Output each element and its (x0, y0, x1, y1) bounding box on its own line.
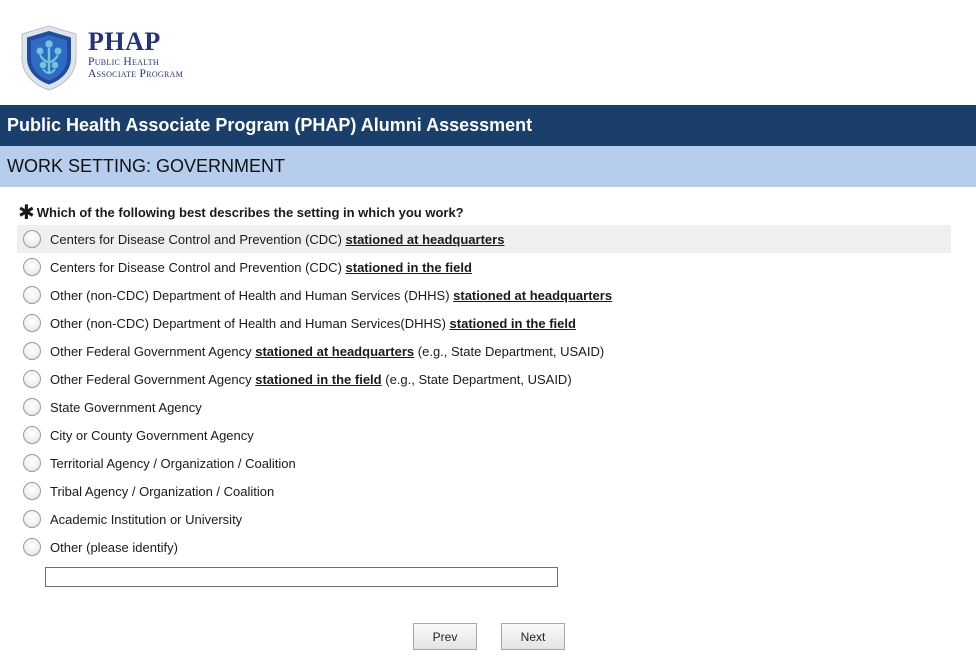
required-asterisk-icon: ✱ (18, 202, 35, 224)
phap-shield-icon (18, 24, 80, 92)
option-label[interactable]: Academic Institution or University (50, 511, 243, 527)
radio-button[interactable] (23, 230, 41, 248)
other-specify-input[interactable] (45, 567, 558, 587)
question-prompt (18, 202, 464, 224)
option-state-government[interactable] (17, 393, 951, 421)
option-label[interactable]: Other Federal Government Agency stationed in the field (e.g., State Department, USAID) (50, 371, 572, 387)
option-label[interactable]: Centers for Disease Control and Prevention (CDC) stationed in the field (50, 259, 472, 275)
option-city-county-government[interactable] (17, 421, 951, 449)
radio-button[interactable] (23, 426, 41, 444)
logo-title: PHAP (88, 27, 161, 56)
section-header (0, 146, 976, 187)
option-federal-headquarters[interactable] (17, 337, 951, 365)
option-federal-field[interactable] (17, 365, 951, 393)
radio-button[interactable] (23, 314, 41, 332)
option-label[interactable]: Territorial Agency / Organization / Coalition (50, 455, 296, 471)
option-label[interactable]: Other Federal Government Agency stationed at headquarters (e.g., State Department, USAID) (50, 343, 605, 359)
survey-title-bar (0, 105, 976, 146)
logo-subtitle-line2: Associate Program (88, 68, 184, 80)
option-label[interactable]: City or County Government Agency (50, 427, 254, 443)
option-label[interactable]: Centers for Disease Control and Prevention (CDC) stationed at headquarters (50, 231, 505, 247)
radio-options-list (17, 225, 951, 561)
option-label[interactable]: Tribal Agency / Organization / Coalition (50, 483, 275, 499)
radio-button[interactable] (23, 538, 41, 556)
survey-title: Public Health Associate Program (PHAP) Alumni Assessment (7, 115, 533, 135)
logo-text (88, 28, 183, 80)
radio-button[interactable] (23, 398, 41, 416)
next-button[interactable]: Next (501, 623, 565, 650)
question-text: Which of the following best describes the setting in which you work? (36, 204, 464, 220)
radio-button[interactable] (23, 454, 41, 472)
option-territorial-agency[interactable] (17, 449, 951, 477)
option-cdc-field[interactable] (17, 253, 951, 281)
logo-subtitle-line1: Public Health (88, 56, 159, 68)
option-cdc-headquarters[interactable] (17, 225, 951, 253)
phap-logo (18, 24, 183, 92)
option-tribal-agency[interactable] (17, 477, 951, 505)
option-dhhs-field[interactable] (17, 309, 951, 337)
radio-button[interactable] (23, 510, 41, 528)
radio-button[interactable] (23, 258, 41, 276)
option-label[interactable]: Other (non-CDC) Department of Health and Human Services(DHHS) stationed in the field (50, 315, 576, 331)
radio-button[interactable] (23, 482, 41, 500)
section-title: WORK SETTING: GOVERNMENT (7, 156, 286, 176)
prev-button[interactable]: Prev (413, 623, 477, 650)
option-dhhs-headquarters[interactable] (17, 281, 951, 309)
option-label[interactable]: Other (please identify) (50, 539, 178, 555)
radio-button[interactable] (23, 370, 41, 388)
option-label[interactable]: State Government Agency (50, 399, 202, 415)
radio-button[interactable] (23, 286, 41, 304)
option-other[interactable] (17, 533, 951, 561)
option-academic-institution[interactable] (17, 505, 951, 533)
option-label[interactable]: Other (non-CDC) Department of Health and Human Services (DHHS) stationed at headquarters (50, 287, 613, 303)
radio-button[interactable] (23, 342, 41, 360)
